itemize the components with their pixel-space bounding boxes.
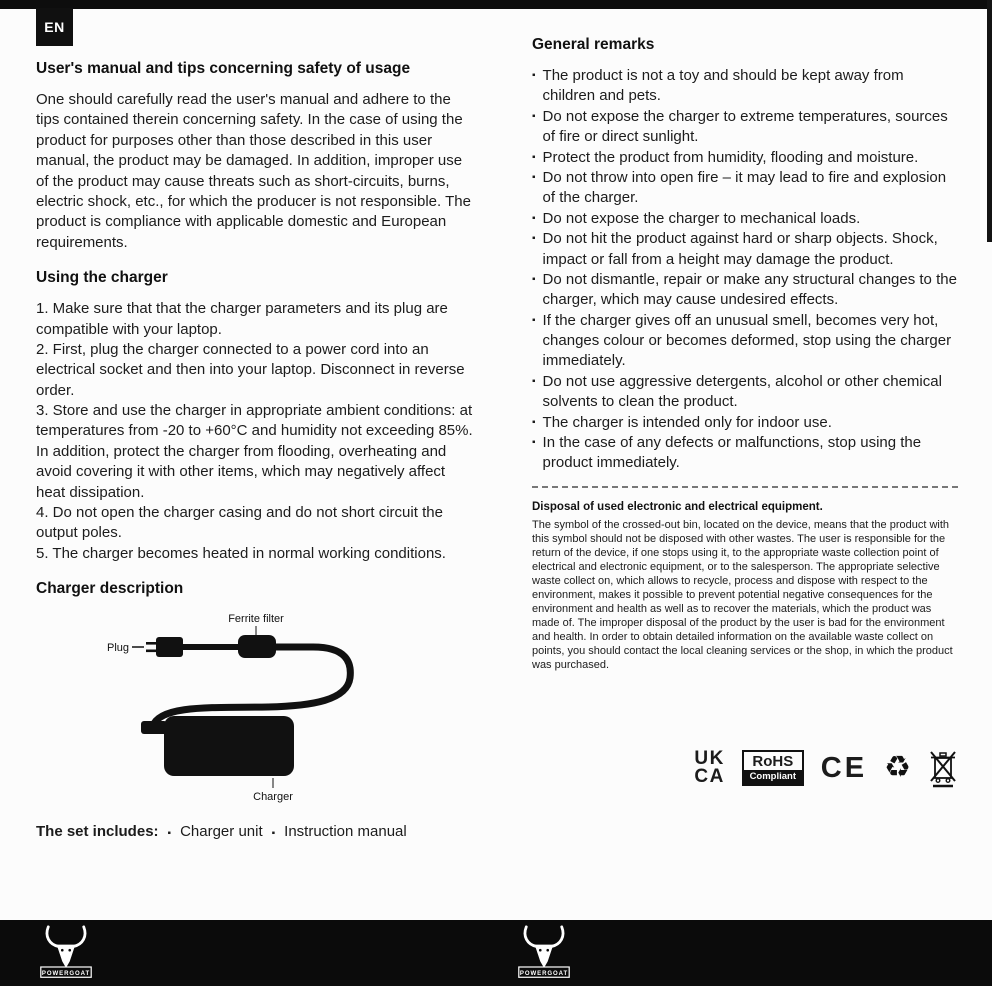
list-item-text: Do not expose the charger to mechanical loads. [542, 209, 861, 227]
disposal-heading: Disposal of used electronic and electrical equipment. [532, 500, 823, 513]
charger-body-icon [164, 716, 294, 776]
list-item [532, 372, 958, 413]
list-item-text: Do not use aggressive detergents, alcohol or other chemical solvents to clean the product. [542, 372, 942, 411]
set-includes-label: The set includes: [36, 823, 159, 841]
charger-diagram-drawing [88, 610, 418, 806]
using-step: 5. The charger becomes heated in normal working conditions. [36, 544, 446, 562]
top-black-strip [0, 0, 992, 9]
bullet-icon: ▪ [271, 828, 276, 840]
list-item [532, 229, 958, 270]
list-item [532, 311, 958, 372]
language-badge [36, 8, 73, 46]
list-item [532, 270, 958, 311]
ukca-bottom: CA [694, 766, 725, 788]
list-item [532, 148, 958, 168]
bullet-icon: ▪ [532, 171, 536, 183]
using-step: 1. Make sure that that the charger parameters and its plug are compatible with your laptop. [36, 300, 448, 338]
safety-heading: User's manual and tips concerning safety of usage [36, 60, 411, 77]
list-item-text: The charger is intended only for indoor use. [542, 413, 832, 431]
bullet-icon: ▪ [532, 151, 536, 163]
plug-prong-icon [146, 650, 157, 653]
list-item [532, 413, 958, 433]
set-includes-item: Instruction manual [284, 823, 407, 841]
footer-bar [0, 920, 992, 986]
list-item [532, 107, 958, 148]
list-item [532, 433, 958, 474]
list-item-text: Do not dismantle, repair or make any structural changes to the charger, which may cause undesired effects. [542, 270, 957, 309]
bullet-icon: ▪ [532, 212, 536, 224]
bullet-icon: ▪ [532, 437, 536, 449]
charger-diagram [88, 610, 474, 811]
right-column [532, 36, 958, 788]
bullet-icon: ▪ [532, 110, 536, 122]
list-item [532, 168, 958, 209]
recycle-icon: ♻ [884, 751, 911, 785]
list-item-text: The product is not a toy and should be kept away from children and pets. [542, 67, 904, 105]
list-item [532, 209, 958, 229]
general-remarks-heading: General remarks [532, 36, 655, 53]
plug-prong-icon [146, 642, 157, 645]
list-item-text: If the charger gives off an unusual smell, becomes very hot, changes colour or becomes deformed, stop using the charger immediately. [542, 311, 952, 370]
list-item-text: In the case of any defects or malfunctions, stop using the product immediately. [542, 434, 922, 472]
compliance-marks-row [532, 748, 958, 788]
powergoat-logo [38, 923, 94, 983]
bullet-icon: ▪ [532, 375, 536, 387]
list-item-text: Do not expose the charger to extreme temperatures, sources of fire or direct sunlight. [542, 107, 948, 146]
plug-label: Plug [106, 642, 130, 655]
rohs-title: RoHS [752, 753, 794, 771]
rohs-mark [742, 750, 804, 786]
rohs-subtitle: Compliant [744, 770, 802, 784]
list-item [532, 66, 958, 107]
dashed-divider [532, 486, 958, 488]
charger-label: Charger [253, 791, 293, 804]
ukca-mark [694, 750, 724, 786]
bullet-icon: ▪ [532, 416, 536, 428]
ferrite-filter-icon [238, 635, 276, 658]
bullet-icon: ▪ [167, 828, 172, 840]
ukca-top: UK [694, 748, 725, 770]
cable-curve [153, 647, 350, 726]
using-heading: Using the charger [36, 269, 168, 287]
set-includes-item: Charger unit [180, 823, 263, 841]
ferrite-filter-label: Ferrite filter [228, 613, 284, 626]
bullet-icon: ▪ [532, 70, 536, 81]
plug-body-icon [156, 637, 183, 657]
left-column [36, 60, 474, 844]
bullet-icon: ▪ [532, 273, 536, 285]
disposal-body: The symbol of the crossed-out bin, located on the device, means that the product with this symbol should not be disposed with other wastes. The user is responsible for the return of the device, if one stops using it, to the appropriate waste collection point of electrical and electronic equipment, or to the salesperson. The appropriate selective waste collect on, which allows to recycle, process and dispose with respect to the environment, makes it possible to prevent potential negative consequences for the environment and health as well as to recover the materials, which the product was made of. The improper disposal of the product by the user is bad for the environment and health. In order to obtain detailed information on the available waste collect on points, you should contact the local cleaning services or the shop, in which the product was purchased. [532, 518, 953, 671]
bullet-icon: ▪ [532, 233, 536, 245]
using-step: 4. Do not open the charger casing and do not short circuit the output poles. [36, 504, 443, 542]
scan-edge-artifact [987, 0, 992, 242]
set-includes-row [36, 823, 474, 844]
list-item-text: Do not hit the product against hard or sharp objects. Shock, impact or fall from a height may damage the product. [542, 230, 938, 268]
powergoat-wordmark: POWERGOAT [519, 970, 569, 977]
safety-body: One should carefully read the user's manual and adhere to the tips contained therein concerning safety. In the case of using the product for purposes other than those described in this user manual, the product may be damaged. In addition, improper use of the product may cause threats such as short-circuits, burns, electric shock, etc., for which the producer is not responsible. The product is compliance with applicable domestic and European requirements. [36, 91, 471, 251]
using-step: 2. First, plug the charger connected to a power cord into an electrical socket and then into your laptop. Disconnect in reverse order. [36, 340, 465, 399]
powergoat-logo [516, 923, 572, 983]
description-heading: Charger description [36, 580, 184, 598]
strain-relief-icon [141, 721, 167, 734]
language-badge-label: EN [44, 19, 65, 35]
list-item-text: Protect the product from humidity, flooding and moisture. [542, 148, 919, 166]
general-remarks-list [532, 66, 958, 474]
using-step: 3. Store and use the charger in appropriate ambient conditions: at temperatures from -20 to +60°C and humidity not exceeding 85%. In addition, protect the charger from flooding, overheating and avoid covering it with other items, which may negatively affect heat dissipation. [36, 402, 473, 501]
ce-mark: CE [820, 751, 868, 784]
powergoat-wordmark: POWERGOAT [41, 970, 91, 977]
bullet-icon: ▪ [532, 314, 536, 326]
weee-bin-icon [928, 748, 958, 788]
list-item-text: Do not throw into open fire – it may lead to fire and explosion of the charger. [542, 168, 947, 207]
